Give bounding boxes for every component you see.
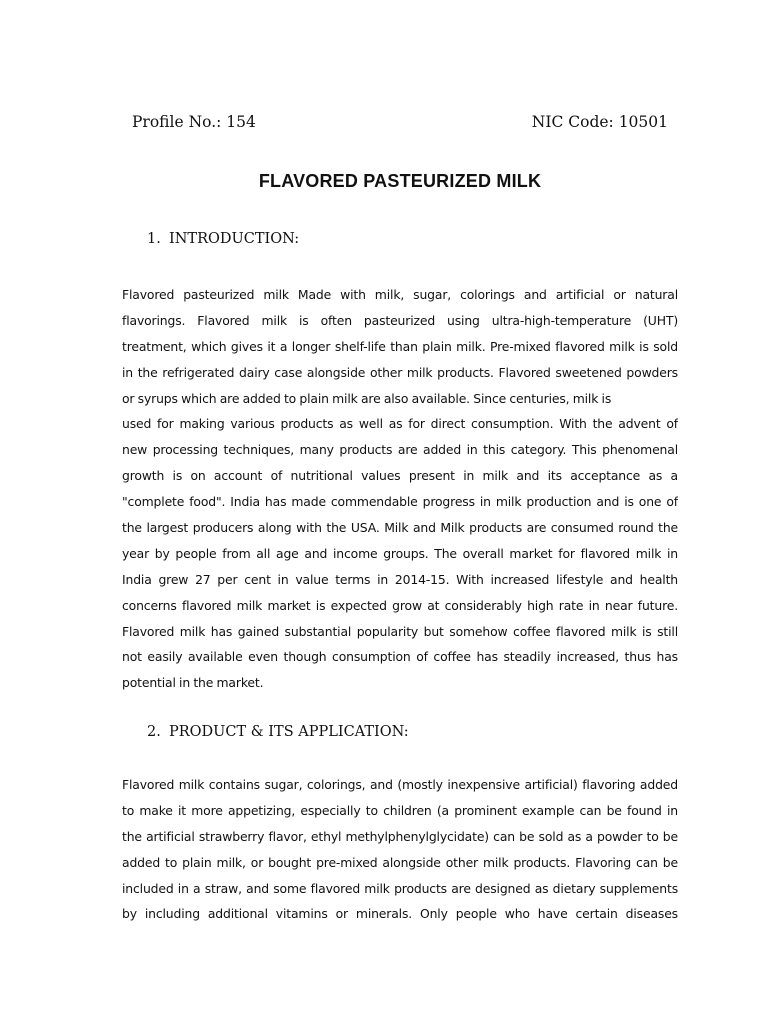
paragraph-line: flavorings. Flavored milk is often pasteurized using ultra-high-temperature (UHT) [122,312,678,328]
paragraph-line: Flavored pasteurized milk Made with milk, sugar, colorings and artificial or natural [122,287,678,302]
paragraph-line: the artificial strawberry flavor, ethyl methylphenylglycidate) can be sold as a powder to be [122,828,678,844]
paragraph-line: growth is on account of nutritional values present in milk and its acceptance as a [122,468,678,484]
section-heading-product-application [147,722,409,742]
nic-code: NIC Code: 10501 [531,113,668,131]
paragraph-line: India grew 27 per cent in value terms in 2014-15. With increased lifestyle and health [122,571,678,587]
paragraph-line: not easily available even though consumption of coffee has steadily increased, thus has [122,649,678,665]
paragraph-line: to make it more appetizing, especially to children (a prominent example can be found in [122,802,678,818]
paragraph-line: concerns flavored milk market is expected grow at considerably high rate in near future. [122,597,678,613]
paragraph-line: new processing techniques, many products are added in this category. This phenomenal [122,442,678,458]
paragraph-line: treatment, which gives it a longer shelf-life than plain milk. Pre-mixed flavored milk is sold [122,338,678,354]
section-number: 2. [147,724,161,740]
paragraph-line: added to plain milk, or bought pre-mixed alongside other milk products. Flavoring can be [122,854,678,870]
product-application-paragraph [122,772,678,927]
section-title: PRODUCT & ITS APPLICATION: [169,724,409,740]
document-header [132,111,668,133]
introduction-paragraph [122,282,678,696]
paragraph-line: in the refrigerated dairy case alongside other milk products. Flavored sweetened powders [122,364,678,380]
paragraph-line: "complete food". India has made commendable progress in milk production and is one of [122,494,678,510]
document-title: FLAVORED PASTEURIZED MILK [258,171,542,191]
paragraph-line: included in a straw, and some flavored milk products are designed as dietary supplements [122,880,678,896]
section-title: INTRODUCTION: [169,231,300,247]
section-heading-introduction [147,229,299,249]
paragraph-line: the largest producers along with the USA. Milk and Milk products are consumed round the [122,520,678,536]
paragraph-line: year by people from all age and income groups. The overall market for flavored milk in [122,545,678,561]
paragraph-line: Flavored milk has gained substantial popularity but somehow coffee flavored milk is still [122,623,678,639]
profile-number: Profile No.: 154 [132,113,256,131]
paragraph-line: potential in the market. [122,675,264,691]
paragraph-line: or syrups which are added to plain milk are also available. Since centuries, milk is [122,390,612,406]
section-number: 1. [147,231,161,247]
paragraph-line: used for making various products as well as for direct consumption. With the advent of [122,416,678,432]
paragraph-line: Flavored milk contains sugar, colorings, and (mostly inexpensive artificial) flavoring added [122,777,678,792]
paragraph-line: by including additional vitamins or minerals. Only people who have certain diseases [122,906,678,922]
